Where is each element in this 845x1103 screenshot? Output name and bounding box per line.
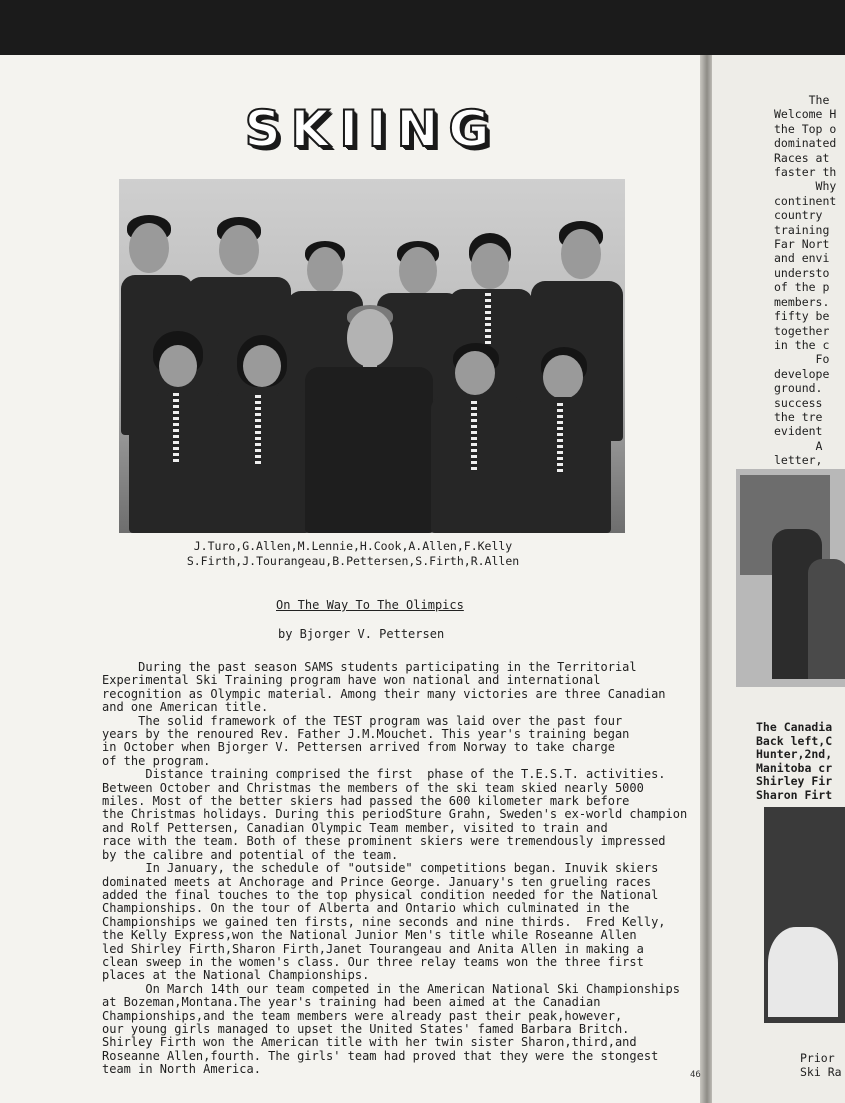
article-line: in October when Bjorger V. Pettersen arrived from Norway to take charge (102, 740, 615, 755)
article-line: Championships we gained ten firsts, nine seconds and nine thirds. Fred Kelly, (102, 914, 666, 929)
right-caption-line: Sharon Firt (756, 787, 833, 802)
article-line: the Kelly Express,won the National Junior Men's title while Roseanne Allen (102, 928, 637, 943)
right-page-line: The (774, 93, 830, 107)
article-body (102, 661, 706, 1077)
article-line: Championships. On the tour of Alberta and Ontario which culminated in the (102, 901, 630, 916)
right-bottom-line: Prior (800, 1051, 835, 1065)
right-page-line: Why (774, 179, 837, 194)
article-line: led Shirley Firth,Sharon Firth,Janet Tourangeau and Anita Allen in making a (102, 941, 644, 956)
article-line: the Christmas holidays. During this periodSture Grahn, Sweden's ex-world champion (102, 807, 688, 822)
article-line: recognition as Olympic material. Among their many victories are three Canadian (102, 686, 666, 701)
article-line: clean sweep in the women's class. Our three relay teams won the three first (102, 954, 644, 969)
article-line: and one American title. (102, 700, 269, 715)
person-silhouette (431, 343, 523, 533)
person-silhouette (517, 347, 611, 533)
right-page-line: Races at (774, 150, 830, 165)
photo-caption-line-2: S.Firth,J.Tourangeau,B.Pettersen,S.Firth,R.Allen (186, 554, 520, 568)
right-page-caption (756, 721, 832, 802)
right-page-line: letter, (774, 453, 823, 468)
right-page-text (774, 93, 845, 468)
article-line: During the past season SAMS students participating in the Territorial (102, 660, 637, 674)
right-page-line: dominated (774, 136, 837, 151)
right-caption-line: Hunter,2nd, (756, 747, 833, 761)
right-page-line: success (774, 395, 823, 410)
article-line: at Bozeman,Montana.The year's training had been aimed at the Canadian (102, 995, 601, 1010)
person-silhouette (129, 331, 225, 533)
right-page-line: of the p (774, 280, 830, 295)
right-page-line: together (774, 323, 830, 338)
article-line: miles. Most of the better skiers had passed the 600 kilometer mark before (102, 794, 630, 809)
article-line: years by the renoured Rev. Father J.M.Mouchet. This year's training began (102, 727, 630, 742)
article-line: and Rolf Pettersen, Canadian Olympic Team member, visited to train and (102, 820, 608, 835)
right-caption-line: The Canadia (756, 720, 833, 734)
right-page-line: the tre (774, 409, 823, 424)
person-silhouette (215, 335, 309, 533)
article-line: added the final touches to the top physical condition needed for the National (102, 887, 659, 902)
right-page-line: understo (774, 265, 830, 280)
article-line: race with the team. Both of these prominent skiers were tremendously impressed (102, 834, 666, 849)
right-page-line: evident (774, 424, 823, 439)
right-page-line: continent (774, 193, 837, 208)
right-caption-line: Manitoba cr (756, 760, 833, 775)
right-caption-line: Back left,C (756, 733, 833, 748)
right-page-line: Welcome H (774, 107, 837, 122)
article-line: our young girls managed to upset the United States' famed Barbara Britch. (102, 1021, 630, 1036)
article-line: In January, the schedule of "outside" competitions began. Inuvik skiers (102, 861, 659, 876)
right-page-line: fifty be (774, 309, 830, 324)
right-bottom-line: Ski Ra (800, 1065, 842, 1080)
right-page-line: Fo (774, 352, 830, 367)
right-page-line: Far Nort (774, 237, 830, 252)
right-page (712, 55, 845, 1103)
right-page-line: and envi (774, 251, 830, 266)
right-page-line: develope (774, 366, 830, 381)
article-byline: by Bjorger V. Pettersen (278, 627, 445, 641)
right-page-line: members. (774, 294, 830, 309)
right-page-line: country (774, 208, 830, 223)
right-page-line: the Top o (774, 121, 837, 136)
article-title: On The Way To The Olimpics (276, 598, 464, 612)
right-page-line: faster th (774, 165, 837, 180)
right-page-photo-2 (764, 807, 845, 1023)
article-line: Experimental Ski Training program have won national and international (102, 673, 601, 688)
article-line: by the calibre and potential of the team. (102, 847, 399, 862)
photo-caption-line-1: J.Turo,G.Allen,M.Lennie,H.Cook,A.Allen,F.Kelly (193, 539, 513, 553)
article-line: Between October and Christmas the members of the ski team skied nearly 5000 (102, 780, 644, 795)
person-silhouette (305, 305, 433, 533)
team-photo (119, 179, 625, 533)
article-line: Distance training comprised the first phase of the T.E.S.T. activities. (102, 767, 666, 782)
right-page-line: in the c (774, 337, 830, 352)
right-page-line: A (774, 438, 823, 453)
right-page-photo-1 (736, 469, 845, 687)
right-caption-line: Shirley Fir (756, 774, 833, 788)
article-line: The solid framework of the TEST program was laid over the past four (102, 713, 623, 728)
article-line: Roseanne Allen,fourth. The girls' team had proved that they were the stongest (102, 1048, 659, 1063)
right-page-line: ground. (774, 381, 823, 396)
article-line: On March 14th our team competed in the American National Ski Championships (102, 981, 680, 996)
right-page-bottom-text (800, 1051, 845, 1080)
page-number: 46 (690, 1070, 701, 1080)
article-line: Championships,and the team members were already past their peak,however, (102, 1008, 623, 1023)
right-page-line: training (774, 222, 830, 237)
article-line: places at the National Championships. (102, 968, 370, 983)
article-line: Shirley Firth won the American title with her twin sister Sharon,third,and (102, 1035, 637, 1050)
article-line: dominated meets at Anchorage and Prince George. January's ten grueling races (102, 874, 652, 889)
page-title: SKIING (244, 100, 500, 158)
article-line: of the program. (102, 753, 211, 768)
article-line: team in North America. (102, 1062, 261, 1077)
